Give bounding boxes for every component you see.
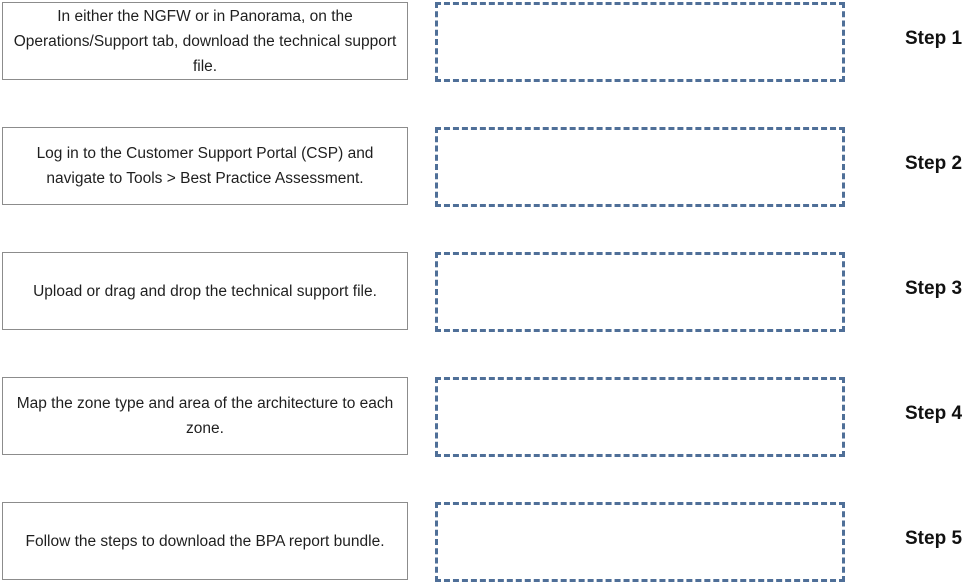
step-label-3: Step 3 [905,278,963,299]
drop-target-step-2[interactable] [435,127,845,207]
action-item-1[interactable]: In either the NGFW or in Panorama, on the Operations/Support tab, download the technical support file. [2,2,408,80]
drop-target-step-5[interactable] [435,502,845,582]
action-item-4[interactable]: Map the zone type and area of the architecture to each zone. [2,377,408,455]
step-label-2: Step 2 [905,153,963,174]
action-item-3[interactable]: Upload or drag and drop the technical support file. [2,252,408,330]
drop-target-step-1[interactable] [435,2,845,82]
step-label-4: Step 4 [905,403,963,424]
step-label-5: Step 5 [905,528,963,549]
drop-target-step-4[interactable] [435,377,845,457]
step-row-5 [0,502,974,582]
step-row-2 [0,127,974,207]
drop-target-step-3[interactable] [435,252,845,332]
action-item-5[interactable]: Follow the steps to download the BPA report bundle. [2,502,408,580]
step-row-3 [0,252,974,332]
action-item-2[interactable]: Log in to the Customer Support Portal (CSP) and navigate to Tools > Best Practice Assessment. [2,127,408,205]
step-row-4 [0,377,974,457]
step-label-1: Step 1 [905,28,963,49]
step-row-1 [0,2,974,82]
